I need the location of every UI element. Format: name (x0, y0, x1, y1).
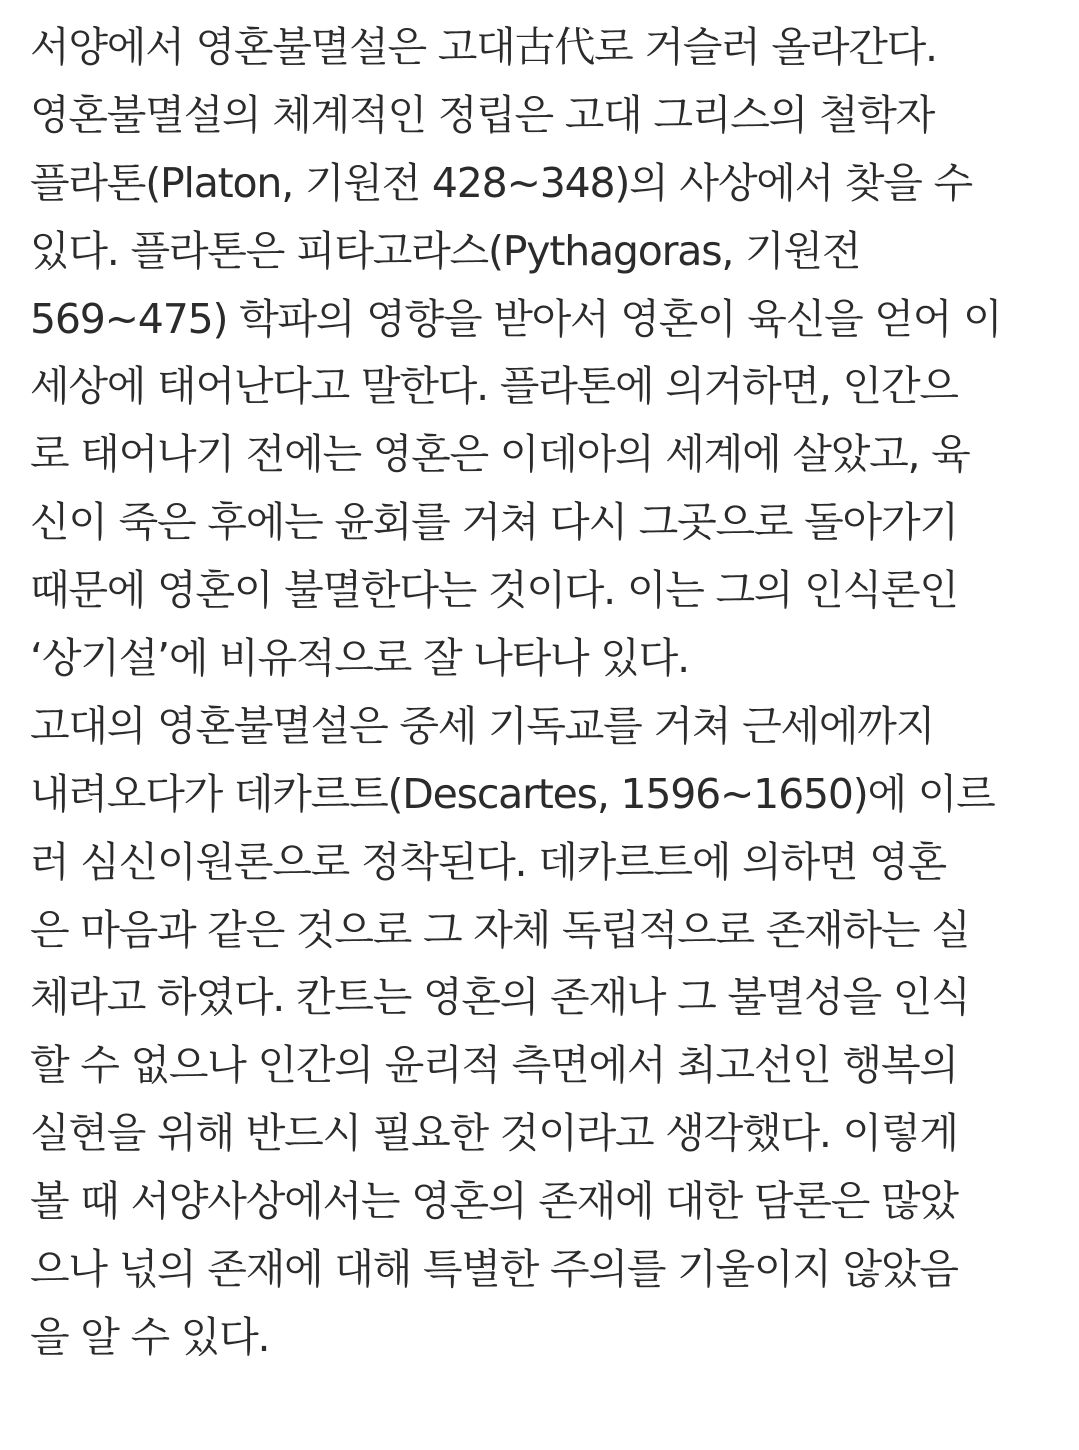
text-line: 세상에 태어난다고 말한다. 플라톤에 의거하면, 인간으 (30, 362, 958, 411)
text-line: 있다. 플라톤은 피타고라스(Pythagoras, 기원전 (30, 226, 861, 275)
text-line: ‘상기설’에 비유적으로 잘 나타나 있다. (30, 634, 689, 683)
article-body (30, 14, 1075, 1372)
text-line: 고대의 영혼불멸설은 중세 기독교를 거쳐 근세에까지 (30, 701, 935, 750)
text-line: 실현을 위해 반드시 필요한 것이라고 생각했다. 이렇게 (30, 1109, 958, 1158)
text-line: 때문에 영혼이 불멸한다는 것이다. 이는 그의 인식론인 (30, 566, 958, 615)
text-line: 체라고 하였다. 칸트는 영혼의 존재나 그 불멸성을 인식 (30, 973, 970, 1022)
text-line: 신이 죽은 후에는 윤회를 거쳐 다시 그곳으로 돌아가기 (30, 498, 958, 547)
text-line: 볼 때 서양사상에서는 영혼의 존재에 대한 담론은 많았 (30, 1177, 958, 1226)
text-line: 은 마음과 같은 것으로 그 자체 독립적으로 존재하는 실 (30, 905, 970, 954)
text-line: 569~475) 학파의 영향을 받아서 영혼이 육신을 얻어 이 (30, 294, 1002, 343)
paragraph-2 (30, 693, 1075, 1372)
text-line: 할 수 없으나 인간의 윤리적 측면에서 최고선인 행복의 (30, 1041, 958, 1090)
text-line: 을 알 수 있다. (30, 1312, 270, 1361)
text-line: 플라톤(Platon, 기원전 428~348)의 사상에서 찾을 수 (30, 158, 972, 207)
text-line: 러 심신이원론으로 정착된다. 데카르트에 의하면 영혼 (30, 837, 946, 886)
text-line: 서양에서 영혼불멸설은 고대古代로 거슬러 올라간다. (30, 23, 937, 71)
text-line: 으나 넋의 존재에 대해 특별한 주의를 기울이지 않았음 (30, 1245, 958, 1294)
text-line: 영혼불멸설의 체계적인 정립은 고대 그리스의 철학자 (30, 90, 935, 139)
text-line: 로 태어나기 전에는 영혼은 이데아의 세계에 살았고, 육 (30, 430, 970, 479)
text-line: 내려오다가 데카르트(Descartes, 1596~1650)에 이르 (30, 769, 995, 818)
paragraph-1 (30, 14, 1075, 693)
